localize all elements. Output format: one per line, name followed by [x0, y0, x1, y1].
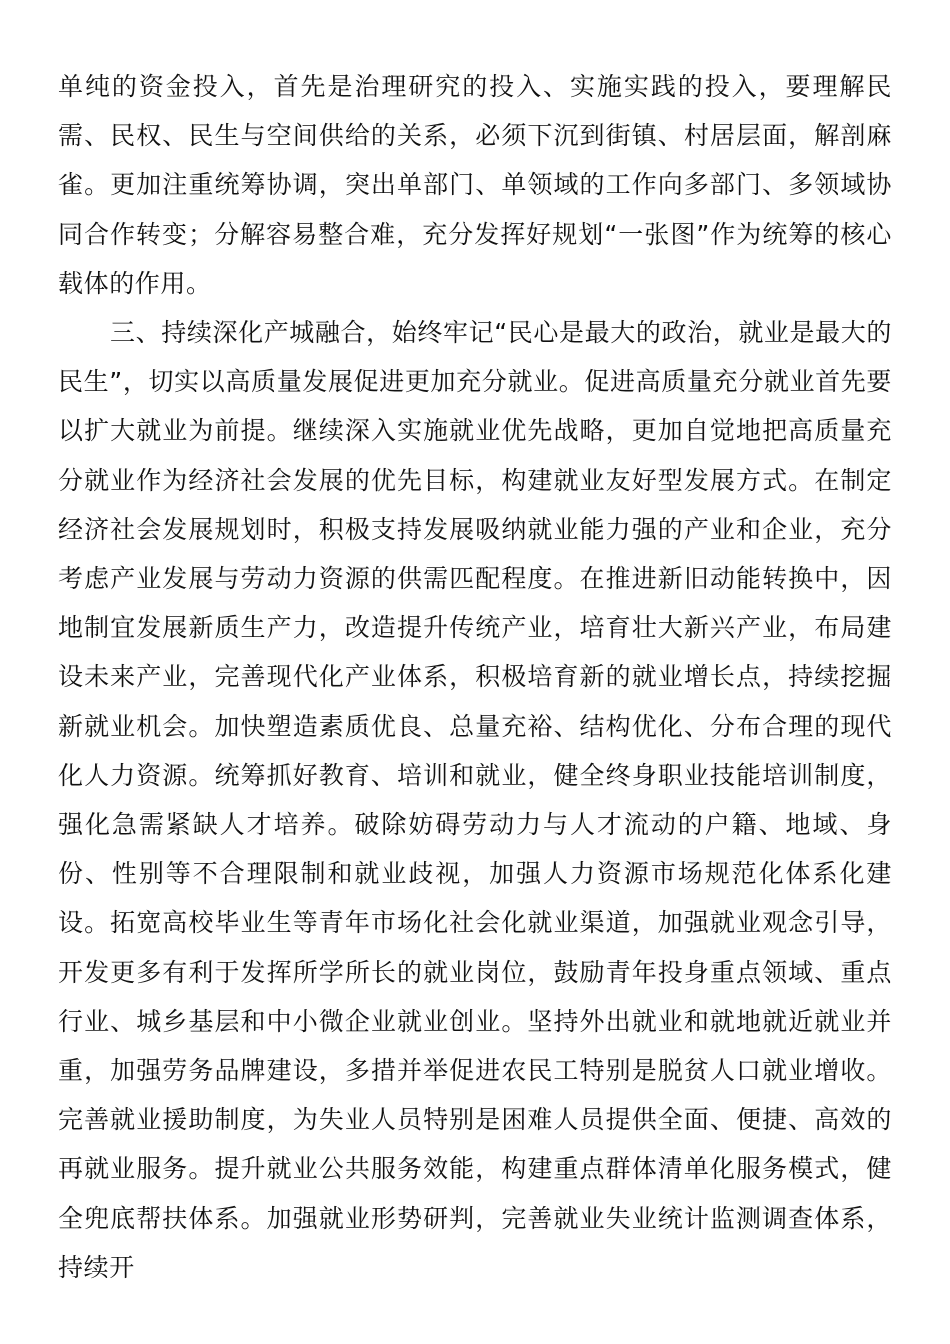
paragraph-continuation: 单纯的资金投入，首先是治理研究的投入、实施实践的投入，要理解民需、民权、民生与空间供给的关系，必须下沉到街镇、村居层面，解剖麻雀。更加注重统筹协调，突出单部门、单领域的工作向多部门、多领域协同合作转变；分解容易整合难，充分发挥好规划“一张图”作为统筹的核心载体的作用。 — [58, 72, 892, 298]
document-page — [58, 62, 892, 1292]
paragraph-section-three: 三、持续深化产城融合，始终牢记“民心是最大的政治，就业是最大的民生”，切实以高质量发展促进更加充分就业。促进高质量充分就业首先要以扩大就业为前提。继续深入实施就业优先战略，更加自觉地把高质量充分就业作为经济社会发展的优先目标，构建就业友好型发展方式。在制定经济社会发展规划时，积极支持发展吸纳就业能力强的产业和企业，充分考虑产业发展与劳动力资源的供需匹配程度。在推进新旧动能转换中，因地制宜发展新质生产力，改造提升传统产业，培育壮大新兴产业，布局建设未来产业，完善现代化产业体系，积极培育新的就业增长点，持续挖掘新就业机会。加快塑造素质优良、总量充裕、结构优化、分布合理的现代化人力资源。统筹抓好教育、培训和就业，健全终身职业技能培训制度，强化急需紧缺人才培养。破除妨碍劳动力与人才流动的户籍、地域、身份、性别等不合理限制和就业歧视，加强人力资源市场规范化体系化建设。拓宽高校毕业生等青年市场化社会化就业渠道，加强就业观念引导，开发更多有利于发挥所学所长的就业岗位，鼓励青年投身重点领域、重点行业、城乡基层和中小微企业就业创业。坚持外出就业和就地就近就业并重，加强劳务品牌建设，多措并举促进农民工特别是脱贫人口就业增收。完善就业援助制度，为失业人员特别是困难人员提供全面、便捷、高效的再就业服务。提升就业公共服务效能，构建重点群体清单化服务模式，健全兜底帮扶体系。加强就业形势研判，完善就业失业统计监测调查体系，持续开 — [58, 318, 892, 1282]
